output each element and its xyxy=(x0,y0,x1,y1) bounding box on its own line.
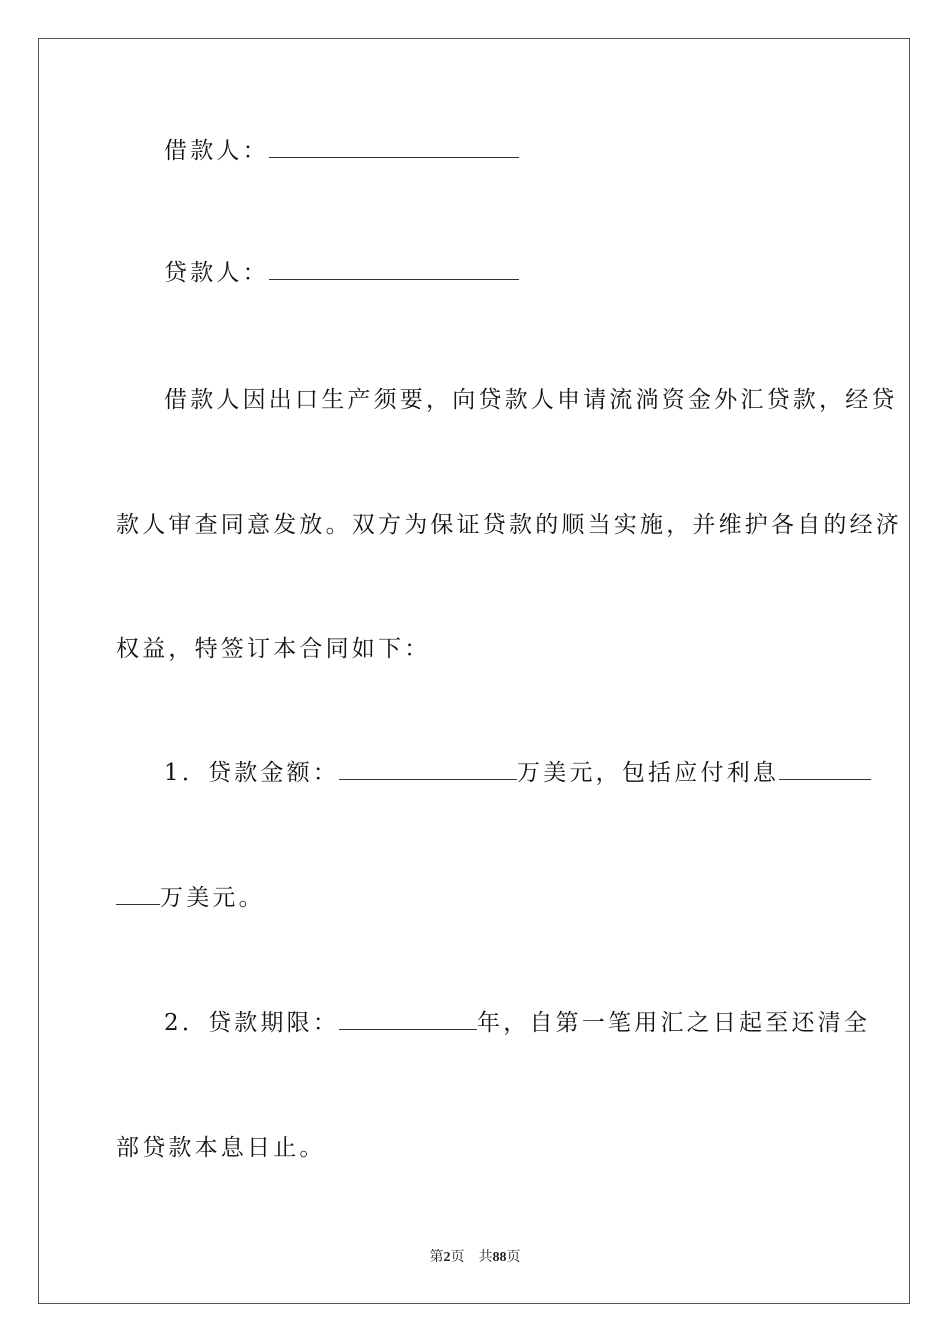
lender-blank[interactable] xyxy=(269,261,519,280)
borrower-line xyxy=(164,136,519,166)
item-2-line-2: 部贷款本息日止。 xyxy=(116,1135,326,1161)
item-1-line-2 xyxy=(116,883,265,913)
page-border xyxy=(38,38,910,1304)
intro-paragraph-line-2: 款人审查同意发放。双方为保证贷款的顺当实施，并维护各自的经济 xyxy=(116,512,902,538)
borrower-label: 借款人： xyxy=(164,138,269,164)
item-1-mid: 万美元，包括应付利息 xyxy=(517,760,780,786)
lender-label: 贷款人： xyxy=(164,260,269,286)
loan-amount-blank[interactable] xyxy=(339,761,517,780)
intro-paragraph-line-3: 权益，特签订本合同如下： xyxy=(116,636,431,662)
item-2-prefix: 2．贷款期限： xyxy=(164,1010,340,1036)
item-2-mid: 年，自第一笔用汇之日起至还清全 xyxy=(477,1010,871,1036)
footer-page-current: 2 xyxy=(443,1250,451,1265)
item-1-cont-suffix: 万美元。 xyxy=(160,885,265,911)
interest-blank-cont[interactable] xyxy=(116,886,160,905)
item-1-line-1 xyxy=(164,758,871,788)
item-1-prefix: 1．贷款金额： xyxy=(164,760,340,786)
lender-line xyxy=(164,258,519,288)
footer-page-prefix: 第 xyxy=(429,1249,444,1265)
footer-page-mid: 页 共 xyxy=(450,1249,493,1265)
loan-term-blank[interactable] xyxy=(339,1011,477,1030)
interest-blank[interactable] xyxy=(779,761,871,780)
page-footer xyxy=(0,1246,950,1266)
footer-page-total: 88 xyxy=(492,1250,507,1265)
intro-paragraph-line-1: 借款人因出口生产须要，向贷款人申请流淌资金外汇贷款，经贷 xyxy=(164,387,898,413)
borrower-blank[interactable] xyxy=(269,139,519,158)
footer-page-suffix: 页 xyxy=(506,1249,521,1265)
item-2-line-1 xyxy=(164,1008,870,1038)
